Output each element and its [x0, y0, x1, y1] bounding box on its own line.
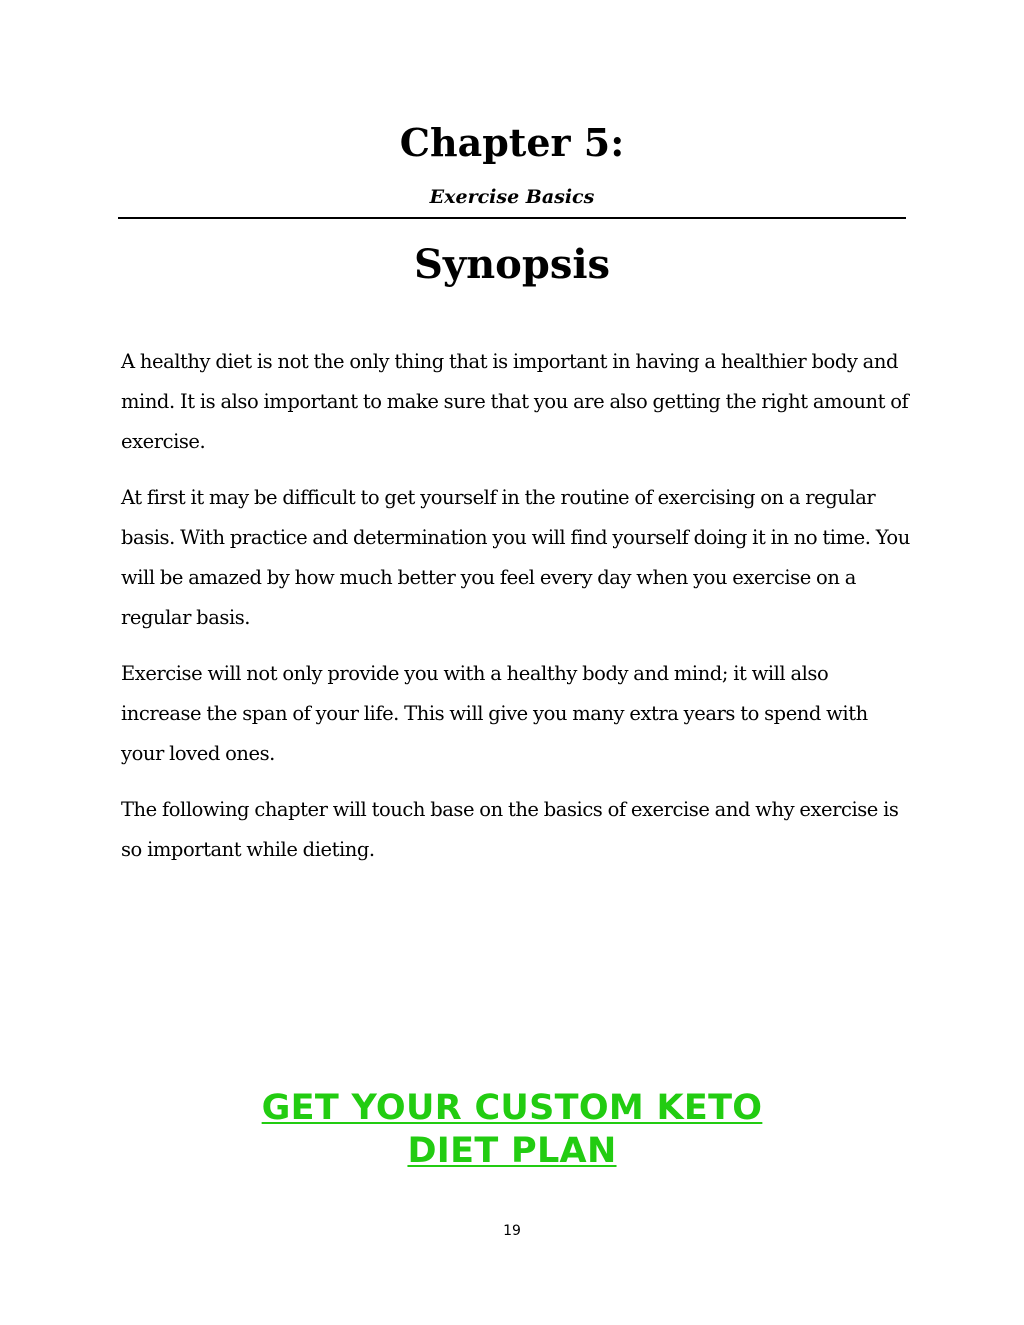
cta-line-1: GET YOUR CUSTOM KETO — [261, 1088, 763, 1128]
chapter-title: Chapter 5: — [399, 120, 625, 165]
paragraph: The following chapter will touch base on the basics of exercise and why exercise is so important while dieting. — [121, 798, 899, 861]
cta-container — [0, 1087, 1024, 1173]
paragraph: A healthy diet is not the only thing that is important in having a healthier body and mind. It is also important to make sure that you are also getting the right amount of exercise. — [121, 350, 909, 453]
body-text — [121, 342, 911, 886]
keto-diet-plan-link[interactable] — [262, 1087, 763, 1173]
paragraph: Exercise will not only provide you with a healthy body and mind; it will also increase the span of your life. This will give you many extra years to spend with your loved ones. — [121, 662, 868, 765]
section-title: Synopsis — [413, 241, 611, 288]
horizontal-divider — [118, 217, 906, 219]
cta-line-2: DIET PLAN — [407, 1131, 617, 1171]
chapter-subtitle: Exercise Basics — [429, 186, 595, 208]
page-number: 19 — [503, 1223, 521, 1239]
paragraph: At first it may be difficult to get yourself in the routine of exercising on a regular basis. With practice and determination you will find yourself doing it in no time. You will be amazed by how much better you feel every day when you exercise on a regular basis. — [121, 486, 910, 629]
